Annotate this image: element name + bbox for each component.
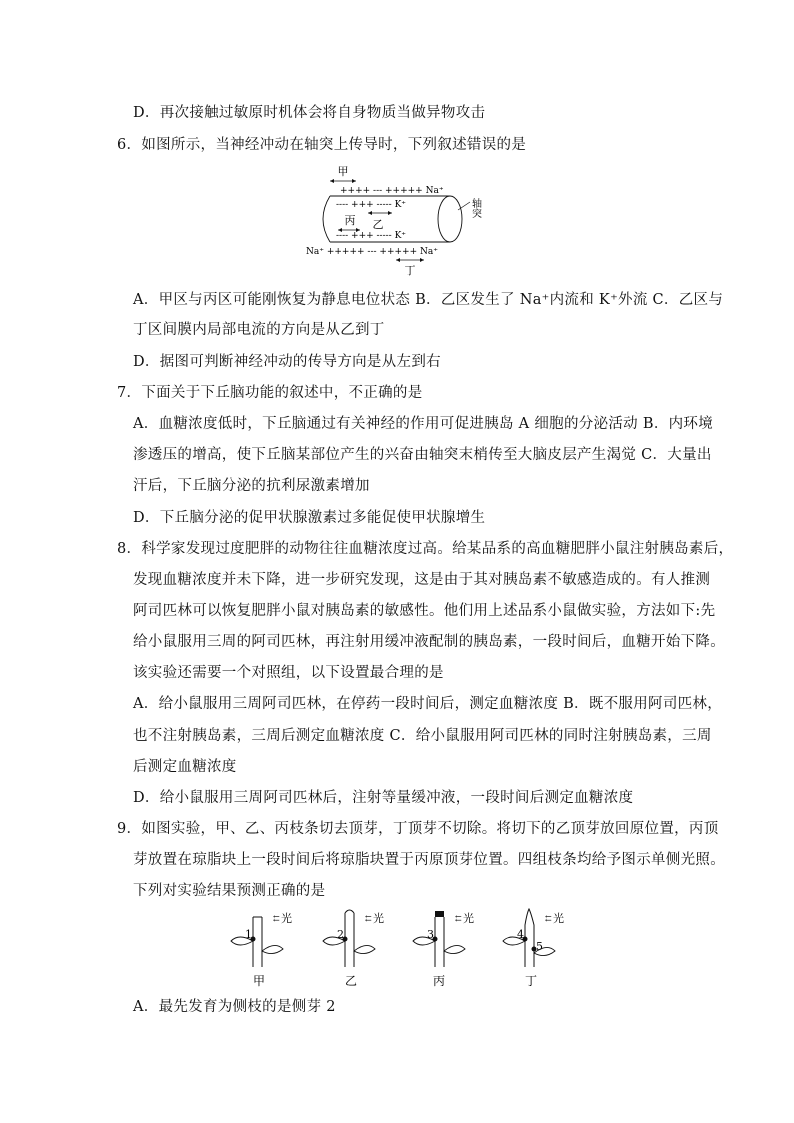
- light-label-bing: 光: [463, 912, 474, 925]
- label-ding: 丁: [404, 264, 416, 277]
- option-8a-b: A．给小鼠服用三周阿司匹林，在停药一段时间后，测定血糖浓度 B．既不服用阿司匹林，: [133, 696, 723, 712]
- option-7c-cont: 汗后，下丘脑分泌的抗利尿激素增加: [133, 478, 370, 494]
- option-5d: D．再次接触过敏原时机体会将自身物质当做异物攻击: [133, 105, 486, 121]
- label-axon: 轴突: [469, 198, 481, 218]
- option-9a: A．最先发育为侧枝的是侧芽 2: [133, 999, 336, 1015]
- option-7d: D．下丘脑分泌的促甲状腺激素过多能促使甲状腺增生: [133, 510, 486, 526]
- question-8-line3: 阿司匹林可以恢复肥胖小鼠对胰岛素的敏感性。他们用上述品系小鼠做实验，方法如下:先: [133, 603, 716, 619]
- question-6: 6．如图所示，当神经冲动在轴突上传导时，下列叙述错误的是: [117, 137, 527, 153]
- option-6c-cont: 丁区间膜内局部电流的方向是从乙到丁: [133, 322, 385, 338]
- question-8: 8．科学家发现过度肥胖的动物往往血糖浓度过高。给某品系的高血糖肥胖小鼠注射胰岛素后，: [117, 541, 734, 557]
- top-inner-charges: ---- +++ ----- K⁺: [336, 200, 407, 210]
- question-8-line2: 发现血糖浓度并未下降，进一步研究发现，这是由于其对胰岛素不敏感造成的。有人推测: [133, 572, 711, 588]
- svg-text:⇇: ⇇: [545, 914, 552, 923]
- branch-ding: [503, 909, 564, 988]
- branch-bing: [413, 911, 474, 988]
- svg-text:⇇: ⇇: [273, 914, 280, 923]
- question-9: 9．如图实验，甲、乙、丙枝条切去顶芽，丁顶芽不切除。将切下的乙顶芽放回原位置，丙顶: [117, 821, 719, 837]
- label-ding-branch: 丁: [525, 974, 538, 988]
- question-9-line3: 下列对实验结果预测正确的是: [133, 883, 326, 899]
- option-8b-c: 也不注射胰岛素，三周后测定血糖浓度 C．给小鼠服用阿司匹林的同时注射胰岛素，三周: [133, 728, 712, 744]
- bottom-inner-charges: ---- +++ ----- K⁺: [336, 231, 407, 241]
- branch-yi: [323, 910, 384, 988]
- option-7b-c: 渗透压的增高，使下丘脑某部位产生的兴奋由轴突末梢传至大脑皮层产生渴觉 C．大量出: [133, 447, 712, 463]
- bottom-outer-charges: Na⁺ +++++ --- +++++ Na⁺: [306, 247, 438, 257]
- light-label-yi: 光: [373, 912, 384, 925]
- question-9-line2: 芽放置在琼脂块上一段时间后将琼脂块置于丙原顶芽位置。四组枝条均给予图示单侧光照。: [133, 852, 725, 868]
- question-8-line5: 该实验还需要一个对照组，以下设置最合理的是: [133, 665, 444, 681]
- svg-text:⇇: ⇇: [455, 914, 462, 923]
- question-8-line4: 给小鼠服用三周的阿司匹林，再注射用缓冲液配制的胰岛素，一段时间后，血糖开始下降。: [133, 634, 725, 650]
- option-8c-cont: 后测定血糖浓度: [133, 759, 237, 775]
- light-label-jia: 光: [281, 912, 292, 925]
- question-7: 7．下面关于下丘脑功能的叙述中，不正确的是: [117, 385, 423, 401]
- label-yi-branch: 乙: [345, 974, 358, 988]
- label-bing-branch: 丙: [433, 974, 446, 988]
- axon-figure: [300, 160, 500, 280]
- light-label-ding: 光: [553, 912, 564, 925]
- label-jia-branch: 甲: [253, 974, 266, 988]
- bud-5: 5: [536, 940, 543, 953]
- svg-text:⇇: ⇇: [365, 914, 372, 923]
- option-6d: D．据图可判断神经冲动的传导方向是从左到右: [133, 354, 441, 370]
- option-8d: D．给小鼠服用三周阿司匹林后，注射等量缓冲液，一段时间后测定血糖浓度: [133, 790, 634, 806]
- label-jia: 甲: [337, 165, 349, 178]
- bud-4: 4: [517, 928, 524, 941]
- option-7a-b: A．血糖浓度低时，下丘脑通过有关神经的作用可促进胰岛 A 细胞的分泌活动 B．内环境: [133, 416, 714, 432]
- top-outer-charges: ++++ --- +++++ Na⁺: [340, 186, 444, 196]
- label-yi: 乙: [372, 218, 384, 231]
- branch-jia: [231, 911, 292, 988]
- bud-3: 3: [427, 928, 434, 941]
- option-6a-b-c: A．甲区与丙区可能刚恢复为静息电位状态 B．乙区发生了 Na⁺内流和 K⁺外流 C．乙区与: [133, 292, 724, 308]
- bud-1: 1: [245, 928, 252, 941]
- branch-figure: [225, 905, 585, 990]
- label-bing: 丙: [344, 214, 356, 227]
- bud-2: 2: [337, 928, 344, 941]
